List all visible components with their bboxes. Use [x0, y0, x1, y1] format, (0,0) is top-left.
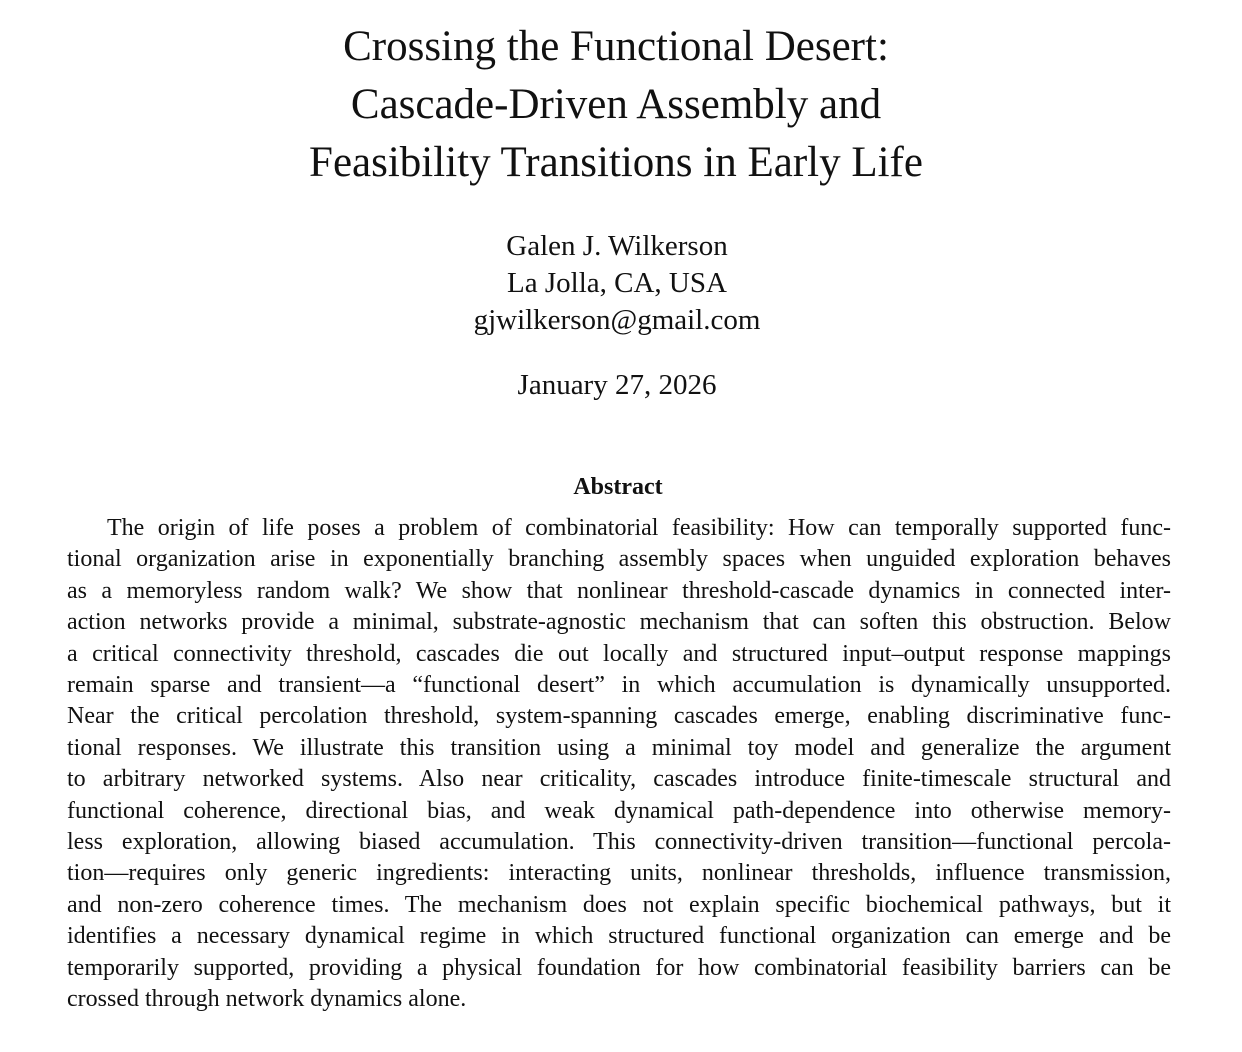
abstract-line: tion—requires only generic ingredients: interacting units, nonlinear thresholds, influence transmission,	[67, 860, 1171, 887]
title-line: Cascade-Driven Assembly and	[350, 81, 882, 128]
author-name: Galen J. Wilkerson	[506, 230, 728, 262]
abstract-line: temporarily supported, providing a physical foundation for how combinatorial feasibility barriers can be	[67, 954, 1171, 981]
abstract-heading: Abstract	[573, 474, 663, 500]
abstract-line: and non-zero coherence times. The mechanism does not explain specific biochemical pathways, but it	[67, 891, 1171, 918]
title-line: Feasibility Transitions in Early Life	[309, 139, 923, 186]
abstract-line: Near the critical percolation threshold, system-spanning cascades emerge, enabling discriminative func-	[67, 703, 1171, 730]
abstract-line: The origin of life poses a problem of combinatorial feasibility: How can temporally supported func-	[107, 515, 1171, 541]
author-block	[0, 228, 1234, 339]
abstract-line: less exploration, allowing biased accumulation. This connectivity-driven transition—functional percola-	[67, 829, 1171, 856]
abstract-body	[67, 513, 1171, 1016]
title-line: Crossing the Functional Desert:	[343, 23, 889, 70]
abstract-line: a critical connectivity threshold, cascades die out locally and structured input–output response mappings	[67, 640, 1171, 667]
abstract-line: crossed through network dynamics alone.	[67, 986, 467, 1013]
abstract-line: tional responses. We illustrate this transition using a minimal toy model and generalize the argument	[67, 734, 1171, 761]
abstract-line: as a memoryless random walk? We show that nonlinear threshold-cascade dynamics in connected inter-	[67, 577, 1171, 604]
abstract-line: functional coherence, directional bias, and weak dynamical path-dependence into otherwise memory-	[67, 797, 1171, 824]
abstract-line: identifies a necessary dynamical regime in which structured functional organization can emerge and be	[67, 923, 1171, 950]
paper-title	[0, 18, 1232, 192]
paper-date: January 27, 2026	[517, 369, 717, 401]
abstract-line: remain sparse and transient—a “functional desert” in which accumulation is dynamically unsupported.	[67, 672, 1171, 699]
abstract-line: tional organization arise in exponentially branching assembly spaces when unguided exploration behaves	[67, 546, 1171, 573]
abstract-line: to arbitrary networked systems. Also near criticality, cascades introduce finite-timescale structural and	[67, 766, 1171, 793]
author-location: La Jolla, CA, USA	[507, 267, 727, 299]
author-email: gjwilkerson@gmail.com	[473, 304, 761, 336]
abstract-line: action networks provide a minimal, substrate-agnostic mechanism that can soften this obstruction. Below	[67, 609, 1171, 636]
